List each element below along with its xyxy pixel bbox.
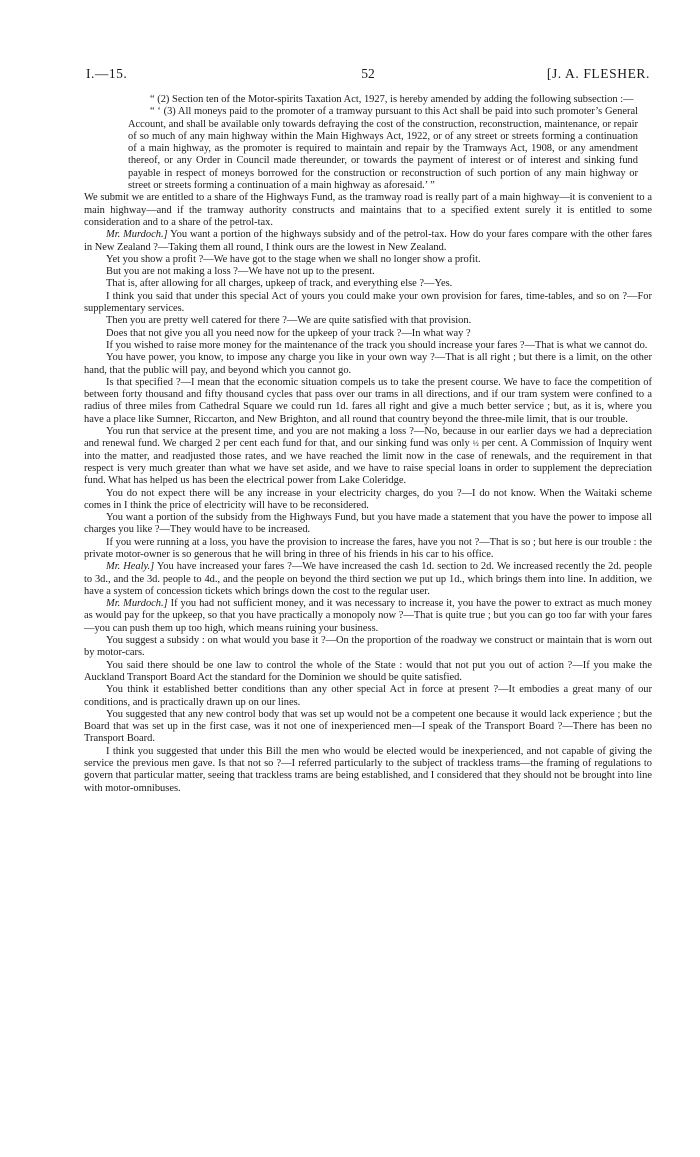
amendment-quote-subsection: “ ‘ (3) All moneys paid to the promoter of a tramway pursuant to this Act shall be paid into such promoter’s General Account, and shall be available only towards defraying the cost of the construction, reconstruction, maintenance, or repair of so much of any main highway within the Main Highways Act, 1922, or of any street or streets forming a continuation of a main highway, as the promoter is required to maintain and repair by the Tramways Act, 1908, or any amendment thereof, or any Order in Council made thereunder, or towards the payment of interest or of interest and sinking fund payable in respect of moneys borrowed for the construction or reconstruction of such portion of any main highway or street or streets forming a continuation of a main highway as aforesaid.’ ” xyxy=(128,106,638,192)
paragraph: You suggested that any new control body that was set up would not be a competent one because it would lack experience ; but the Board that was set up in the first case, was it not one of inexperienced men—I speak of the Transport Board ?—There has been no Transport Board. xyxy=(84,708,652,745)
paragraph: Is that specified ?—I mean that the economic situation compels us to take the present course. We have to face the competition of between forty thousand and fifty thousand cycles that pass over our trams in all directions, and if our tram system were confined to a radius of three miles from Cathedral Square we could run 1d. fares all right and give a much better service ; but, as it is, where you have a place like Sumner, Riccarton, and New Brighton, and all round that country beyond the three-mile limit, that is our trouble. xyxy=(84,376,652,425)
paragraph: You have power, you know, to impose any charge you like in your own way ?—That is all right ; but there is a limit, on the other hand, that the public will pay, and beyond which you cannot go. xyxy=(84,352,652,376)
paragraph: If you wished to raise more money for the maintenance of the track you should increase your fares ?—That is what we cannot do. xyxy=(106,339,648,351)
speaker-name: Mr. Healy.] xyxy=(106,561,155,573)
paragraph: You suggest a subsidy : on what would you base it ?—On the proportion of the roadway we construct or maintain that is worn out by motor-cars. xyxy=(84,635,652,659)
paragraph: I think you said that under this special Act of yours you could make your own provision for fares, time-tables, and so on ?—For supplementary services. xyxy=(84,290,652,315)
speaker-name: Mr. Murdoch.] xyxy=(106,229,168,241)
paragraph: But you are not making a loss ?—We have not up to the present. xyxy=(106,266,375,278)
paragraph: I think you suggested that under this Bill the men who would be elected would be inexperienced, and not capable of giving the service the previous men gave. Is that not so ?—I referred particularly to the subject of trackless trams—the framing of regulations to govern that particular matter, seeing that trackless trams are being established, and I considered that they should not be brought into line with motor-omnibuses. xyxy=(84,745,652,794)
page-header xyxy=(86,66,650,86)
paragraph: Does that not give you all you need now for the upkeep of your track ?—In what way ? xyxy=(106,327,471,339)
page-number: 52 xyxy=(361,66,375,81)
witness-name: [J. A. FLESHER. xyxy=(546,66,650,81)
paragraph: That is, after allowing for all charges, upkeep of track, and everything else ?—Yes. xyxy=(106,278,453,290)
paragraph: You do not expect there will be any increase in your electricity charges, do you ?—I do not know. When the Waitaki scheme comes in I think the price of electricity will have to be reconsidered. xyxy=(84,487,652,511)
paragraph: We submit we are entitled to a share of the Highways Fund, as the tramway road is really part of a main highway—it is convenient to a main highway—and if the tramway authority constructs and maintains that to a specified extent surely it is entitled to some consideration and to a share of the petrol-tax. xyxy=(84,192,652,228)
amendment-quote-intro: “ (2) Section ten of the Motor-spirits Taxation Act, 1927, is hereby amended by adding the following subsection :— xyxy=(150,94,634,105)
paragraph: If you were running at a loss, you have the provision to increase the fares, have you not ?—That is so ; but here is our trouble : the private motor-owner is so generous that he will bring in three of his friends in his car to his office. xyxy=(84,536,652,560)
paragraph: Mr. Healy.] You have increased your fares ?—We have increased the cash 1d. section to 2d. We increased recently the 2d. people to 3d., and the 3d. people to 4d., and the people on beyond the third section we put up 1d., which brings them into line. In addition, we have a system of concession tickets which brings down the cost to the regular user. xyxy=(84,561,652,597)
paragraph: Then you are pretty well catered for there ?—We are quite satisfied with that provision. xyxy=(106,315,472,327)
paragraph: You want a portion of the subsidy from the Highways Fund, but you have made a statement that you have the power to impose all charges you like ?—They would have to be increased. xyxy=(84,512,652,536)
paragraph: You think it established better conditions than any other special Act in force at present ?—It embodies a great many of our conditions, and is practically drawn up on our lines. xyxy=(84,684,652,708)
page-body xyxy=(84,94,652,795)
paragraph: Yet you show a profit ?—We have got to the stage when we shall no longer show a profit. xyxy=(106,253,481,265)
paragraph: You said there should be one law to control the whole of the State : would that not put you out of action ?—If you make the Auckland Transport Board Act the standard for the Dominion we should be quite satisfied. xyxy=(84,659,652,683)
paragraph: You run that service at the present time, and you are not making a loss ?—No, because in our earlier days we had a depreciation and renewal fund. We charged 2 per cent each fund for that, and our sinking fund was only ½ per cent. A Commission of Inquiry went into the matter, and readjusted those rates, and we have reached the limit now in the case of renewals, and the requirement in that respect is very much greater than what we have set aside, and we have to raise special loans in order to supplement the depreciation fund. What has helped us has been the electrical power from Lake Coleridge. xyxy=(84,426,652,487)
paragraph: Mr. Murdoch.] If you had not sufficient money, and it was necessary to increase it, you have the power to extract as much money as would pay for the upkeep, so that you have practically a monopoly now ?—That is quite true ; but you can go too far with your fares—you can push them up too high, which means ruining your business. xyxy=(84,598,652,634)
fraction: ½ xyxy=(472,439,479,449)
paragraph: Mr. Murdoch.] You want a portion of the highways subsidy and of the petrol-tax. How do your fares compare with the other fares in New Zealand ?—Taking them all round, I think ours are the lowest in New Zealand. xyxy=(84,229,652,253)
speaker-name: Mr. Murdoch.] xyxy=(106,598,168,610)
paper-reference: I.—15. xyxy=(86,66,128,81)
